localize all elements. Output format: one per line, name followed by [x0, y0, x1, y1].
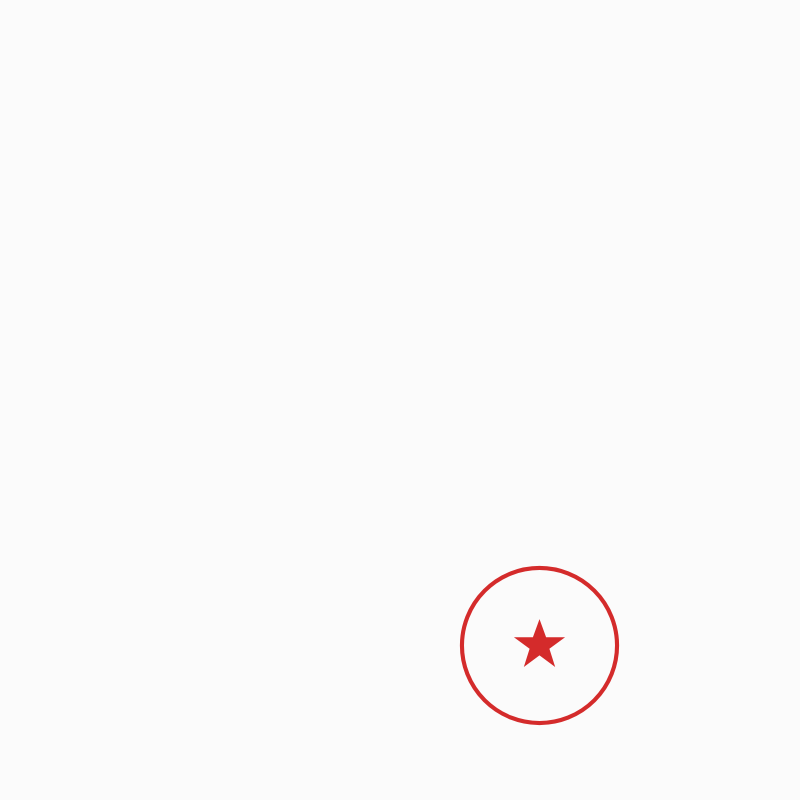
seal-graphic [457, 563, 622, 728]
star-icon [514, 619, 565, 667]
filing-date [428, 639, 432, 657]
record-number [446, 98, 464, 116]
official-seal [457, 563, 622, 728]
